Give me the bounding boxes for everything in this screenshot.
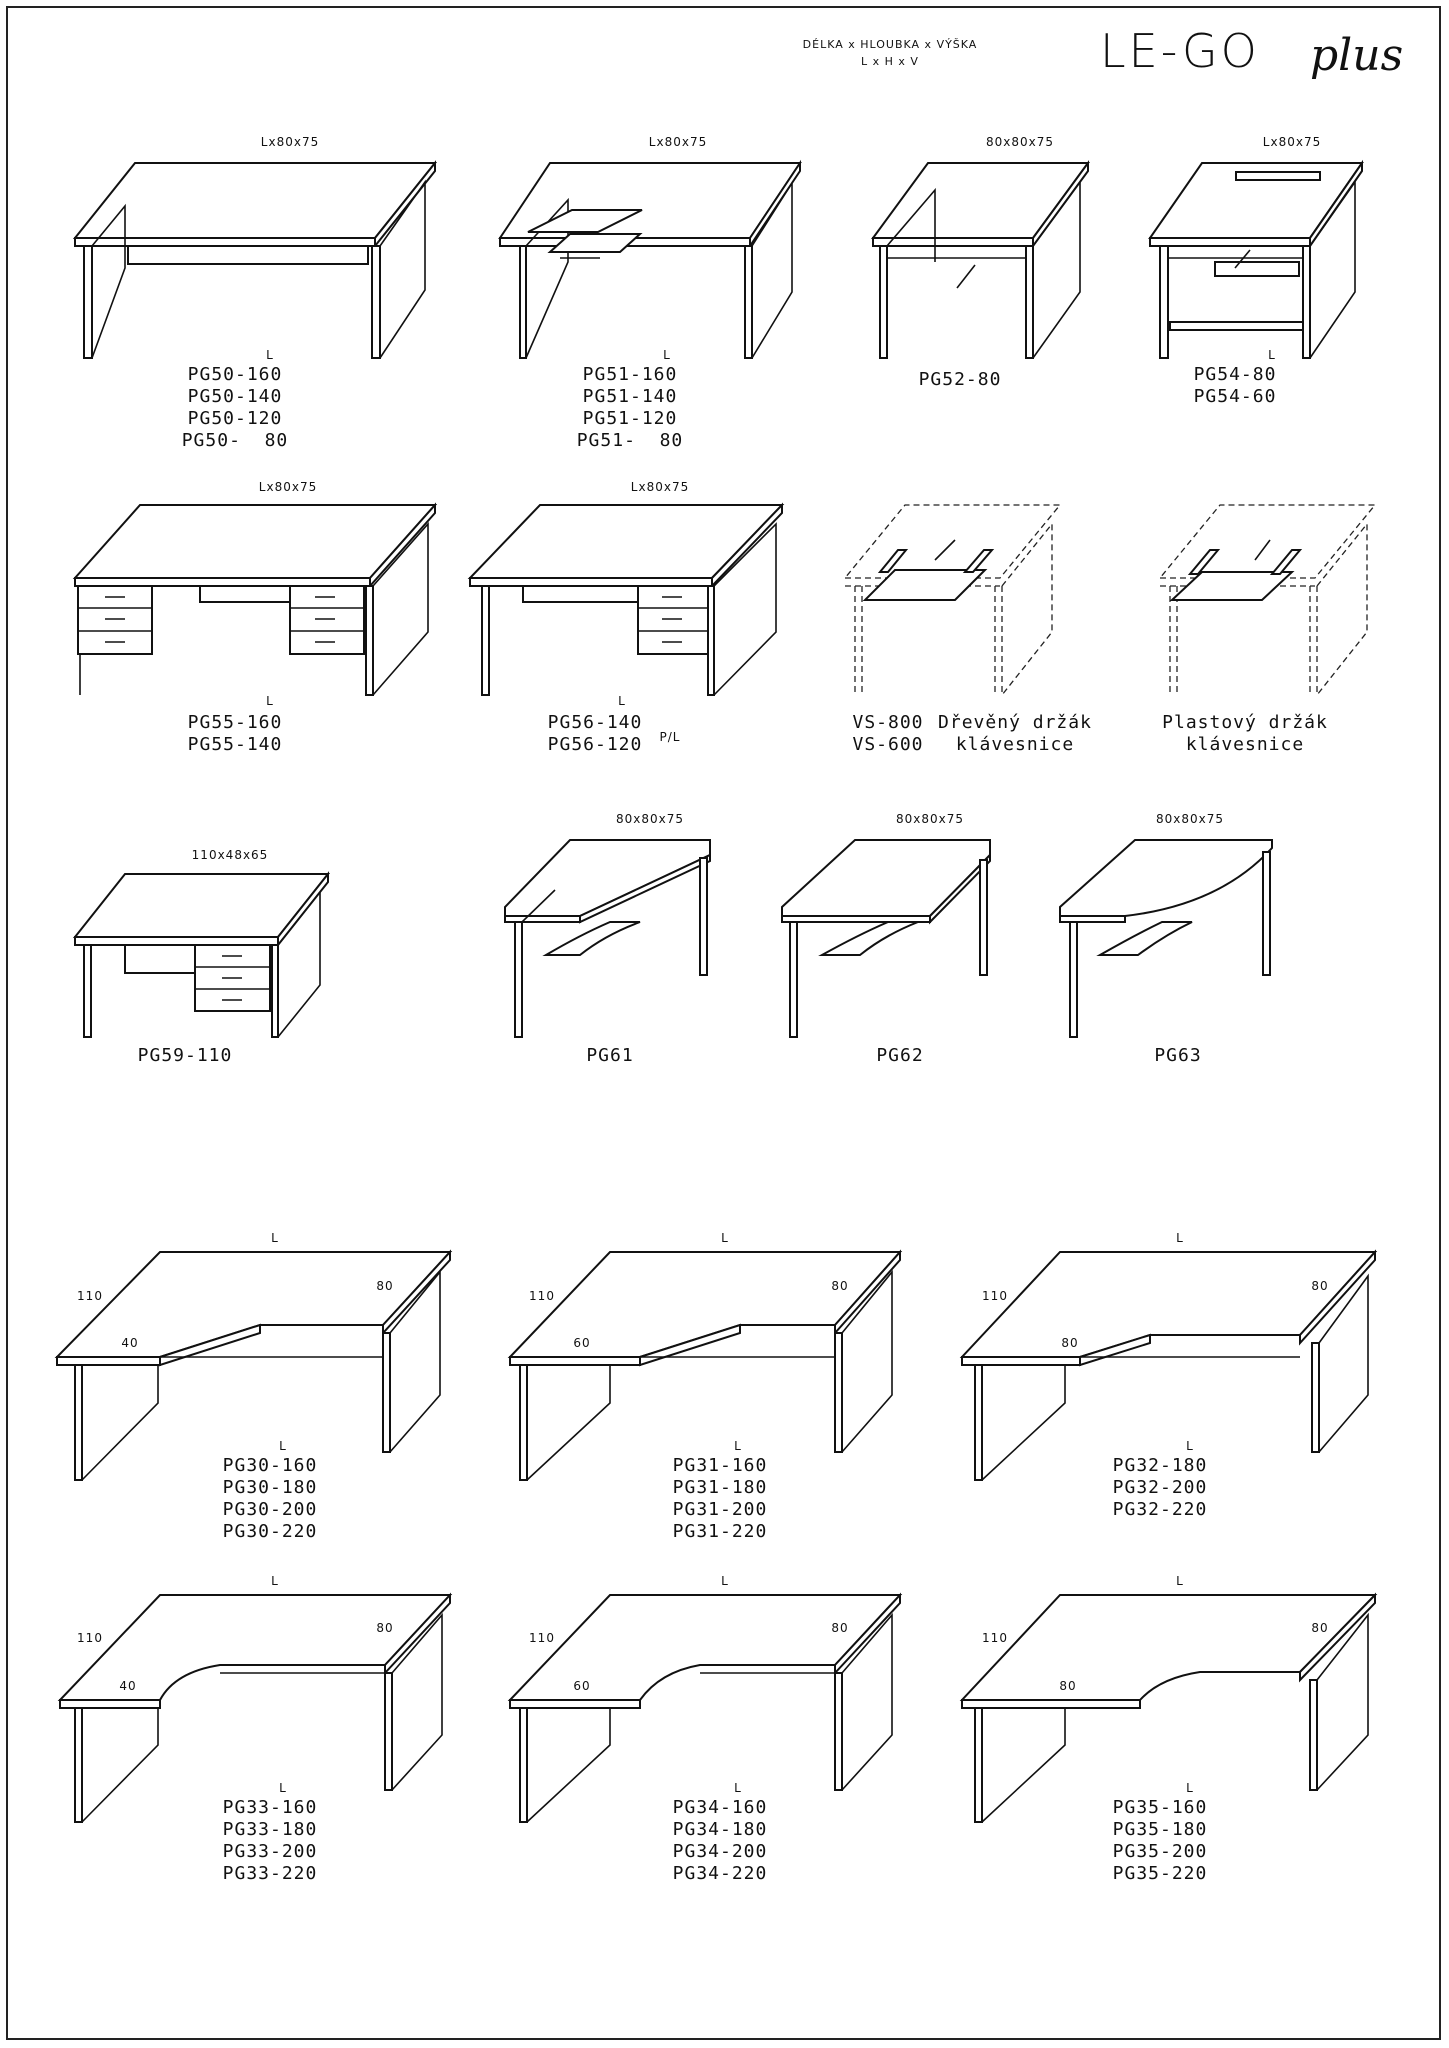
pg51-length-mark: L (663, 348, 671, 362)
pg35-top-length: L (1176, 1574, 1184, 1588)
pg55-length-mark: L (266, 694, 274, 708)
pg54-length-mark: L (1268, 348, 1276, 362)
pg35-depth-110: 110 (982, 1631, 1008, 1645)
drawing-pg55 (75, 505, 435, 695)
vs-codes: VS-800 VS-600 (852, 712, 924, 755)
pg32-top-length: L (1176, 1231, 1184, 1245)
pg30-depth-80: 80 (376, 1279, 394, 1293)
pg62-dimensions: 80x80x75 (895, 812, 964, 826)
vs-description: Dřevěný držák klávesnice (938, 712, 1092, 755)
pg35-inner-depth: 80 (1059, 1679, 1077, 1693)
pg30-depth-110: 110 (77, 1289, 103, 1303)
pg54-dimensions: Lx80x75 (1262, 135, 1322, 149)
dimensions-legend-line1: DÉLKA x HLOUBKA x VÝŠKA (802, 38, 978, 51)
pg33-top-length: L (271, 1574, 279, 1588)
pg30-top-length: L (271, 1231, 279, 1245)
pg59-codes: PG59-110 (137, 1045, 233, 1066)
drawing-pg50 (75, 163, 435, 358)
pg32-codes: PG32-180 PG32-200 PG32-220 (1112, 1455, 1208, 1520)
pg55-codes: PG55-160 PG55-140 (187, 712, 283, 755)
pg32-depth-80: 80 (1311, 1279, 1329, 1293)
pg52-dimensions: 80x80x75 (985, 135, 1054, 149)
pg31-depth-110: 110 (529, 1289, 555, 1303)
drawing-pg51 (500, 163, 800, 358)
brand-logo-sub: plus (1310, 30, 1404, 81)
dimensions-legend-line2: L x H x V (861, 55, 919, 68)
pg63-dimensions: 80x80x75 (1155, 812, 1224, 826)
pg50-length-mark: L (266, 348, 274, 362)
pg33-length-mark: L (279, 1781, 287, 1795)
pg31-top-length: L (721, 1231, 729, 1245)
drawing-pg56 (470, 505, 782, 695)
pg54-codes: PG54-80 PG54-60 (1193, 364, 1277, 407)
pg34-inner-depth: 60 (573, 1679, 591, 1693)
pg31-length-mark: L (734, 1439, 742, 1453)
pg32-depth-110: 110 (982, 1289, 1008, 1303)
pg31-inner-depth: 60 (573, 1336, 591, 1350)
pg33-depth-80: 80 (376, 1621, 394, 1635)
pg51-codes: PG51-160 PG51-140 PG51-120 PG51- 80 (576, 364, 684, 451)
pg35-codes: PG35-160 PG35-180 PG35-200 PG35-220 (1112, 1797, 1208, 1884)
pg33-inner-depth: 40 (119, 1679, 137, 1693)
drawing-pg61 (505, 840, 710, 1037)
pg50-dimensions: Lx80x75 (260, 135, 320, 149)
pg31-codes: PG31-160 PG31-180 PG31-200 PG31-220 (672, 1455, 768, 1542)
pg30-length-mark: L (279, 1439, 287, 1453)
drawing-pg63 (1060, 840, 1272, 1037)
pg34-codes: PG34-160 PG34-180 PG34-200 PG34-220 (672, 1797, 768, 1884)
pg62-codes: PG62 (876, 1045, 924, 1066)
pg51-dimensions: Lx80x75 (648, 135, 708, 149)
pg63-codes: PG63 (1154, 1045, 1202, 1066)
pg31-depth-80: 80 (831, 1279, 849, 1293)
pg34-top-length: L (721, 1574, 729, 1588)
pg61-dimensions: 80x80x75 (615, 812, 684, 826)
drawing-pg62 (782, 840, 990, 1037)
pg61-codes: PG61 (586, 1045, 634, 1066)
pg35-length-mark: L (1186, 1781, 1194, 1795)
drawing-pg59 (75, 874, 328, 1037)
pg56-dimensions: Lx80x75 (630, 480, 690, 494)
pg56-codes: PG56-140 PG56-120 (547, 712, 643, 755)
pg32-inner-depth: 80 (1061, 1336, 1079, 1350)
pg34-depth-80: 80 (831, 1621, 849, 1635)
pg56-side-option: P/L (659, 730, 681, 744)
pg32-length-mark: L (1186, 1439, 1194, 1453)
brand-logo: LE-GO (1100, 24, 1260, 78)
drawing-vs-keyboard-holder (845, 505, 1060, 695)
pg55-dimensions: Lx80x75 (258, 480, 318, 494)
pg56-length-mark: L (618, 694, 626, 708)
pg52-codes: PG52-80 (918, 369, 1002, 390)
pg33-depth-110: 110 (77, 1631, 103, 1645)
pg33-codes: PG33-160 PG33-180 PG33-200 PG33-220 (222, 1797, 318, 1884)
pg50-codes: PG50-160 PG50-140 PG50-120 PG50- 80 (181, 364, 289, 451)
plastic-holder-description: Plastový držák klávesnice (1162, 712, 1328, 755)
pg30-codes: PG30-160 PG30-180 PG30-200 PG30-220 (222, 1455, 318, 1542)
drawing-pg54 (1150, 163, 1362, 358)
pg30-inner-depth: 40 (121, 1336, 139, 1350)
pg59-dimensions: 110x48x65 (191, 848, 269, 862)
pg34-length-mark: L (734, 1781, 742, 1795)
pg34-depth-110: 110 (529, 1631, 555, 1645)
drawing-pg52 (873, 163, 1088, 358)
drawing-plastic-keyboard-holder (1160, 505, 1375, 695)
pg35-depth-80: 80 (1311, 1621, 1329, 1635)
